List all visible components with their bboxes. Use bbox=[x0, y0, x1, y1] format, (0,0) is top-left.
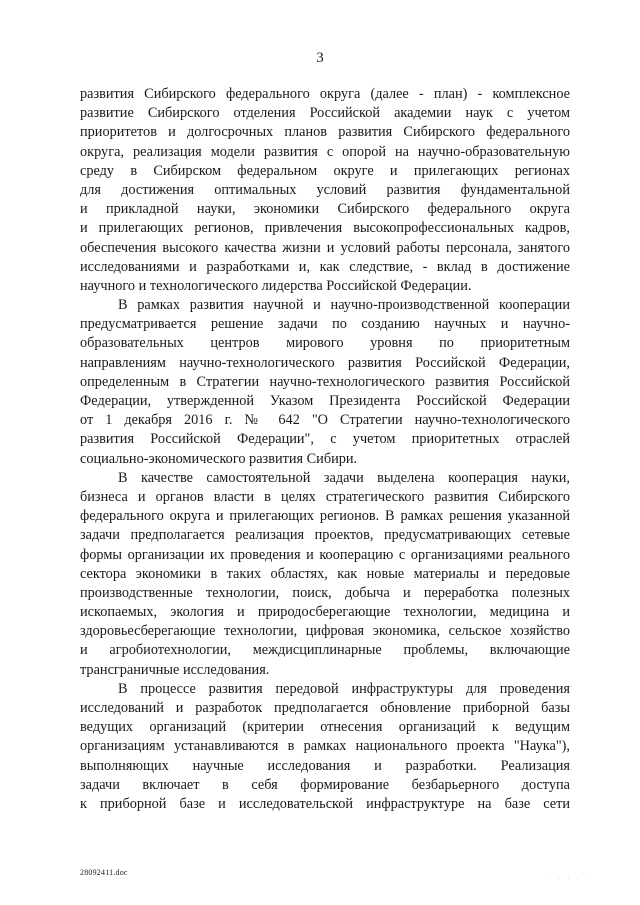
text-line: федерального округа и прилегающих регионов. В рамках решения указанной bbox=[80, 508, 570, 525]
text-line: ископаемых, экология и природосберегающие технологии, медицина и bbox=[80, 604, 570, 621]
text-line: В качестве самостоятельной задачи выделена кооперация науки, bbox=[118, 469, 570, 486]
text-line: предусматривается решение задачи по созданию научных и научно- bbox=[80, 316, 570, 333]
text-line: бизнеса и органов власти в целях стратегического развития Сибирского bbox=[80, 488, 570, 505]
text-line: научного и технологического лидерства Российской Федерации. bbox=[80, 277, 472, 294]
text-line: направлениям научно-технологического развития Российской Федерации, bbox=[80, 354, 570, 371]
text-line: от 1 декабря 2016 г. № 642 "О Стратегии научно-технологического bbox=[80, 412, 570, 429]
paragraph bbox=[80, 469, 570, 680]
body-text bbox=[80, 85, 570, 814]
text-line: и прилегающих регионов, привлечения высокопрофессиональных кадров, bbox=[80, 220, 570, 237]
text-line: задачи предполагается реализация проектов, предусматривающих сетевые bbox=[80, 527, 570, 544]
text-line: исследований и разработок предполагается обновление приборной базы bbox=[80, 700, 570, 716]
text-line: организациям устанавливаются в рамках национального проекта "Наука"), bbox=[80, 738, 570, 755]
text-line: и агробиотехнологии, междисциплинарные проблемы, включающие bbox=[80, 642, 570, 659]
text-line: развития Российской Федерации", с учетом приоритетных отраслей bbox=[80, 431, 570, 448]
paragraph bbox=[80, 680, 570, 814]
page-number: 3 bbox=[316, 50, 324, 66]
text-line: развития Сибирского федерального округа (далее - план) - комплексное bbox=[80, 86, 570, 102]
text-line: определенным в Стратегии научно-технологического развития Российской bbox=[80, 373, 570, 390]
text-line: развитие Сибирского отделения Российской академии наук с учетом bbox=[80, 105, 570, 122]
text-line: обеспечения высокого качества жизни и условий работы персонала, занятого bbox=[80, 239, 570, 256]
text-line: задачи включает в себя формирование безбарьерного доступа bbox=[80, 776, 570, 793]
text-line: В процессе развития передовой инфраструктуры для проведения bbox=[118, 680, 570, 697]
text-line: приоритетов и долгосрочных планов развития Сибирского федерального bbox=[80, 124, 570, 141]
text-line: образовательных центров мирового уровня по приоритетным bbox=[80, 335, 570, 352]
text-line: В рамках развития научной и научно-производственной кооперации bbox=[118, 297, 570, 314]
text-line: исследованиями и разработками и, как следствие, - вклад в достижение bbox=[80, 258, 570, 275]
text-line: формы организации их проведения и кооперацию с организациями реального bbox=[80, 546, 570, 563]
text-line: для достижения оптимальных условий развития фундаментальной bbox=[80, 181, 570, 198]
paragraph bbox=[80, 85, 570, 296]
text-line: производственные технологии, поиск, добыча и переработка полезных bbox=[80, 584, 570, 601]
text-line: здоровьесберегающие технологии, цифровая экономика, сельское хозяйство bbox=[80, 623, 570, 640]
file-name: 28092411.doc bbox=[80, 868, 128, 877]
text-line: трансграничные исследования. bbox=[80, 661, 270, 678]
paragraph bbox=[80, 296, 570, 469]
text-line: ведущих организаций (критерии отнесения организаций к ведущим bbox=[80, 719, 570, 736]
text-line: среду в Сибирском федеральном округе и прилегающих регионах bbox=[80, 162, 570, 179]
text-line: Федерации, утвержденной Указом Президента Российской Федерации bbox=[80, 393, 570, 409]
text-line: выполняющих научные исследования и разработки. Реализация bbox=[80, 757, 570, 774]
scan-mark: · · · · · bbox=[548, 876, 590, 883]
text-line: и прикладной науки, экономики Сибирского федерального округа bbox=[80, 201, 570, 218]
text-line: социально-экономического развития Сибири. bbox=[80, 450, 358, 467]
text-line: сектора экономики в таких областях, как новые материалы и передовые bbox=[80, 565, 570, 582]
text-line: к приборной базе и исследовательской инфраструктуре на базе сети bbox=[80, 795, 570, 812]
text-line: округа, реализация модели развития с опорой на научно-образовательную bbox=[80, 143, 570, 160]
